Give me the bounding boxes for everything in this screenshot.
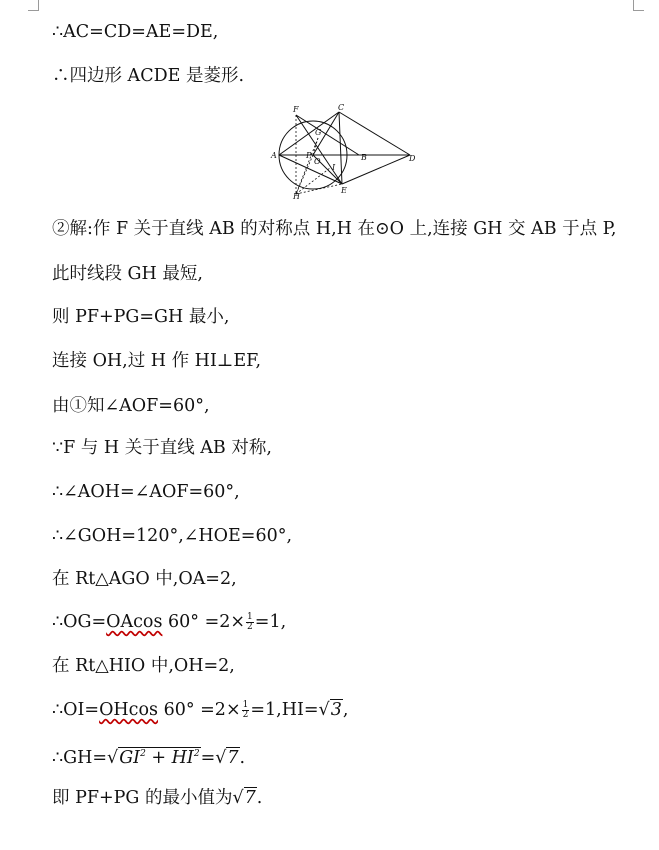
text-line-13: 在 Rt△HIO 中,OH=2, [52,656,235,676]
text-line-16: 即 PF+PG 的最小值为√7. [52,788,263,808]
label-G: G [315,128,322,137]
text-line-7: 由①知∠AOF=60°, [52,396,210,416]
segment-ed [342,155,410,184]
label-D: D [409,154,416,163]
text-line-1: ∴AC=CD=AE=DE, [52,22,219,42]
label-E: E [341,186,347,195]
text-line-5: 则 PF+PG=GH 最小, [52,307,230,327]
page-corner-mark-left [28,0,39,11]
text-line-4: 此时线段 GH 最短, [52,264,203,284]
fraction-one-half: $\frac{1}{2}$ [247,612,253,632]
page-corner-mark-right [633,0,644,11]
sqrt-7: √7 [215,747,239,768]
label-F: F [293,105,299,114]
wavy-underlined-term: OHcos [99,700,158,720]
sqrt-3: √3 [318,700,342,720]
text-line-8: ∵F 与 H 关于直线 AB 对称, [52,438,272,458]
segment-fb [296,115,359,155]
text-line-10: ∴∠GOH=120°,∠HOE=60°, [52,526,293,546]
label-C: C [338,103,345,112]
text-line-2: ∴四边形 ACDE 是菱形. [52,66,245,86]
text-line-6: 连接 OH,过 H 作 HI⊥EF, [52,351,262,371]
label-I: I [332,163,336,172]
label-H: H [293,192,300,200]
label-P: P [306,151,312,160]
segment-ce [339,112,342,184]
text-line-9: ∴∠AOH=∠AOF=60°, [52,482,240,502]
text-line-11: 在 Rt△AGO 中,OA=2, [52,569,237,589]
label-A: A [271,151,277,160]
text-line-15: $\therefore GH=√GI^2 + HI^2=√7$. [52,743,245,769]
text-line-14: ∴OI=OHcos 60° =2× $\frac{1}{2}$ =1,HI=√3, [52,700,349,720]
text-line-3: ②解:作 F 关于直线 AB 的对称点 H,H 在⊙O 上,连接 GH 交 AB 于点 P, [52,219,617,239]
fraction-one-half: $\frac{1}{2}$ [242,700,249,720]
wavy-underlined-term: OAcos [106,612,163,632]
text-line-12: ∴OG=OAcos 60° =2× $\frac{1}{2}$ =1, [52,612,287,632]
geometry-figure [266,100,422,200]
label-B: B [361,153,367,162]
circle-diagram [266,100,422,200]
sqrt-7: √7 [232,788,256,808]
segment-ac [279,112,339,155]
sqrt-expression: $√GI^2 + HI^2$ [107,747,200,768]
label-O: O [314,157,321,166]
